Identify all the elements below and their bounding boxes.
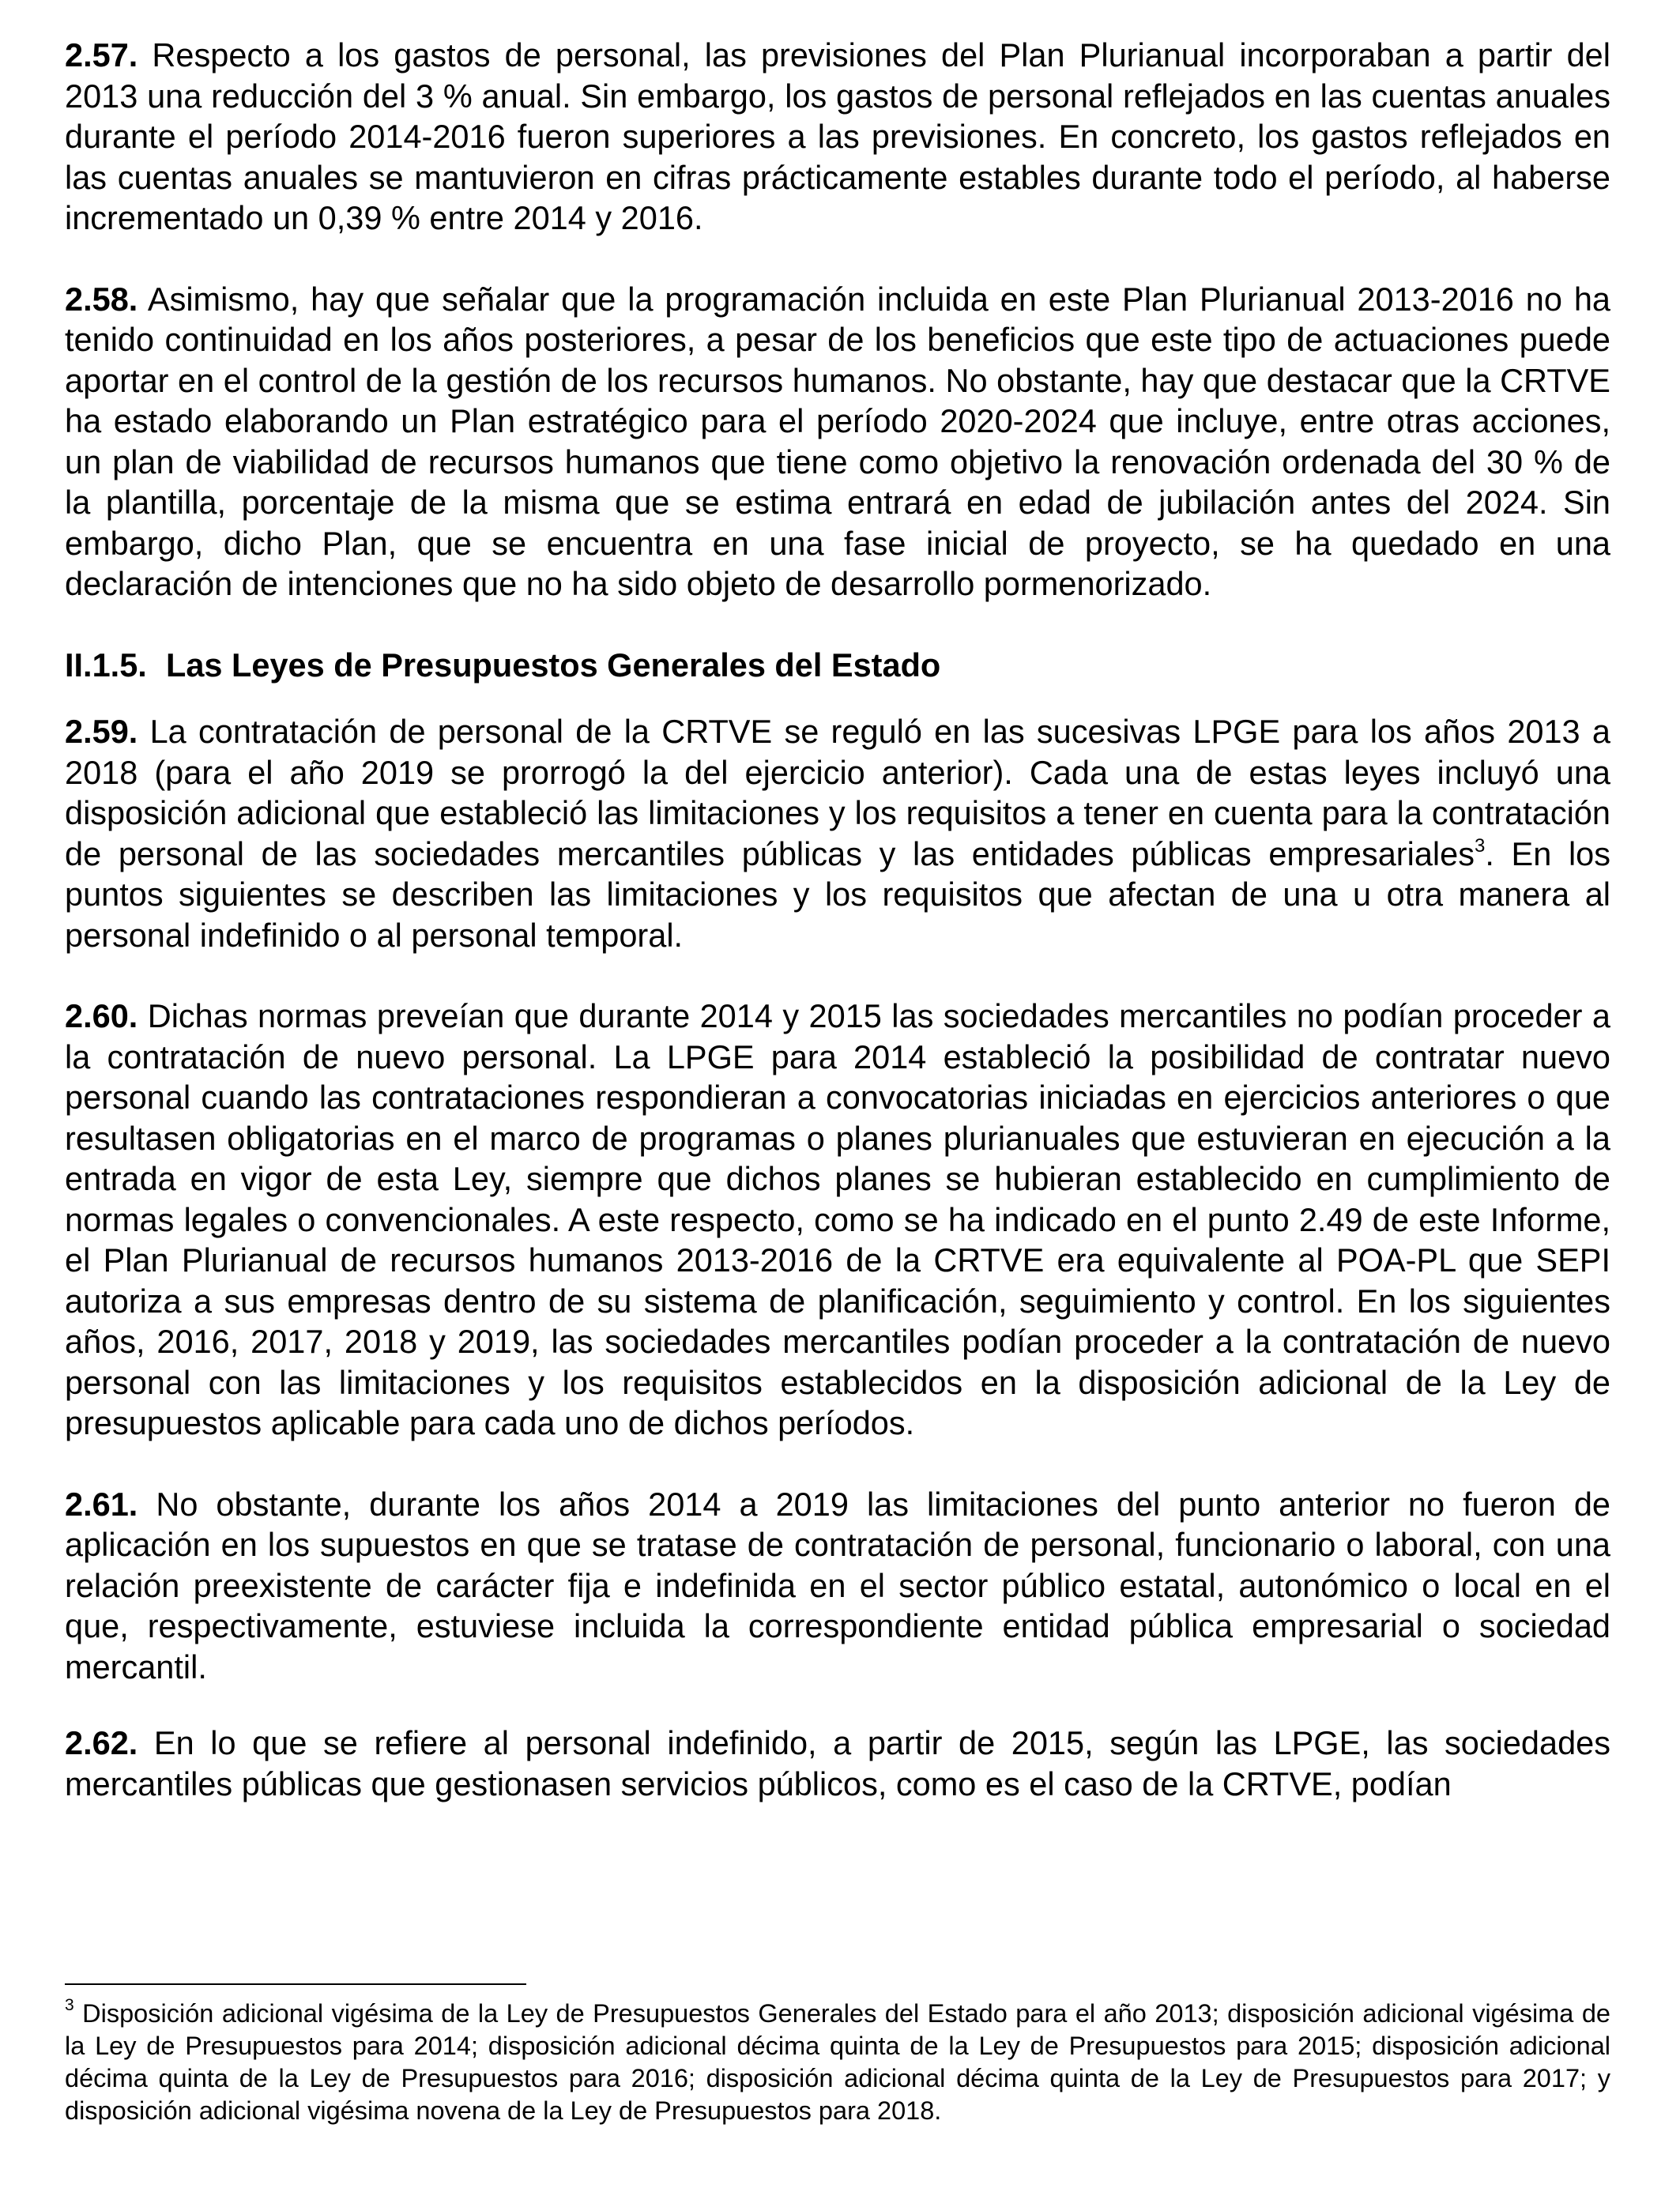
paragraph-number: 2.57. [65,36,138,73]
paragraph-text: Dichas normas preveían que durante 2014 y 2015 las sociedades mercantiles no podían proceder a la contratación de nuevo personal. La LPGE para 2014 estableció la posibilidad de contratar nuevo personal cuando las contrataciones respondieran a convocatorias iniciadas en ejercicios anteriores o que resultasen obligatorias en el marco de programas o planes plurianuales que estuvieran en ejecución a la entrada en vigor de esta Ley, siempre que dichos planes se hubieran establecido en cumplimiento de normas legales o convencionales. A este respecto, como se ha indicado en el punto 2.49 de este Informe, el Plan Plurianual de recursos humanos 2013-2016 de la CRTVE era equivalente al POA-PL que SEPI autoriza a sus empresas dentro de su sistema de planificación, seguimiento y control. En los siguientes años, 2016, 2017, 2018 y 2019, las sociedades mercantiles podían proceder a la contratación de nuevo personal con las limitaciones y los requisitos establecidos en la disposición adicional de la Ley de presupuestos aplicable para cada uno de dichos períodos. [65,997,1610,1441]
footnote-marker: 3 [65,1996,74,2015]
paragraph-text: Respecto a los gastos de personal, las previsiones del Plan Plurianual incorporaban a partir del 2013 una reducción del 3 % anual. Sin embargo, los gastos de personal reflejados en las cuentas anuales durante el período 2014-2016 fueron superiores a las previsiones. En concreto, los gastos reflejados en las cuentas anuales se mantuvieron en cifras prácticamente estables durante todo el período, al haberse incrementado un 0,39 % entre 2014 y 2016. [65,36,1610,236]
paragraph-number: 2.58. [65,280,138,318]
footnote-separator [65,1983,526,1985]
document-page [65,35,1610,1804]
paragraph-number: 2.59. [65,713,138,750]
paragraph-number: 2.60. [65,997,138,1034]
footnote-3 [65,1998,1610,2127]
paragraph-text-continued: . En los puntos siguientes se describen las limitaciones y los requisitos que afectan de una u otra manera al personal indefinido o al personal temporal. [65,834,1611,954]
footnote-text: Disposición adicional vigésima de la Ley de Presupuestos Generales del Estado para el año 2013; disposición adicional vigésima de la Ley de Presupuestos para 2014; disposición adicional décima quinta de la Ley de Presupuestos para 2015; disposición adicional décima quinta de la Ley de Presupuestos para 2016; disposición adicional décima quinta de la Ley de Presupuestos para 2017; y disposición adicional vigésima novena de la Ley de Presupuestos para 2018. [65,1999,1610,2125]
section-heading [65,645,1610,686]
paragraph-2-58 [65,279,1610,604]
paragraph-text: No obstante, durante los años 2014 a 2019 las limitaciones del punto anterior no fueron de aplicación en los supuestos en que se tratase de contratación de personal, funcionario o laboral, con una relación preexistente de carácter fija e indefinida en el sector público estatal, autonómico o local en el que, respectivamente, estuviese incluida la correspondiente entidad pública empresarial o sociedad mercantil. [65,1485,1610,1685]
section-heading-number: II.1.5. [65,646,147,684]
paragraph-2-60 [65,996,1610,1444]
paragraph-2-59 [65,711,1610,955]
paragraph-text: La contratación de personal de la CRTVE se reguló en las sucesivas LPGE para los años 2013 a 2018 (para el año 2019 se prorrogó la del ejercicio anterior). Cada una de estas leyes incluyó una disposición adicional que estableció las limitaciones y los requisitos a tener en cuenta para la contratación de personal de las sociedades mercantiles públicas y las entidades públicas empresariales [65,713,1610,872]
paragraph-2-57 [65,35,1610,239]
section-heading-title: Las Leyes de Presupuestos Generales del Estado [166,646,941,684]
paragraph-text: Asimismo, hay que señalar que la programación incluida en este Plan Plurianual 2013-2016 no ha tenido continuidad en los años posteriores, a pesar de los beneficios que este tipo de actuaciones puede aportar en el control de la gestión de los recursos humanos. No obstante, hay que destacar que la CRTVE ha estado elaborando un Plan estratégico para el período 2020-2024 que incluye, entre otras acciones, un plan de viabilidad de recursos humanos que tiene como objetivo la renovación ordenada del 30 % de la plantilla, porcentaje de la misma que se estima entrará en edad de jubilación antes del 2024. Sin embargo, dicho Plan, que se encuentra en una fase inicial de proyecto, se ha quedado en una declaración de intenciones que no ha sido objeto de desarrollo pormenorizado. [65,280,1610,602]
footnote-reference[interactable]: 3 [1474,834,1486,857]
paragraph-2-62 [65,1723,1610,1804]
paragraph-2-61 [65,1484,1610,1688]
paragraph-number: 2.61. [65,1485,138,1523]
paragraph-text: En lo que se refiere al personal indefinido, a partir de 2015, según las LPGE, las sociedades mercantiles públicas que gestionasen servicios públicos, como es el caso de la CRTVE, podían [65,1724,1610,1802]
paragraph-number: 2.62. [65,1724,138,1761]
